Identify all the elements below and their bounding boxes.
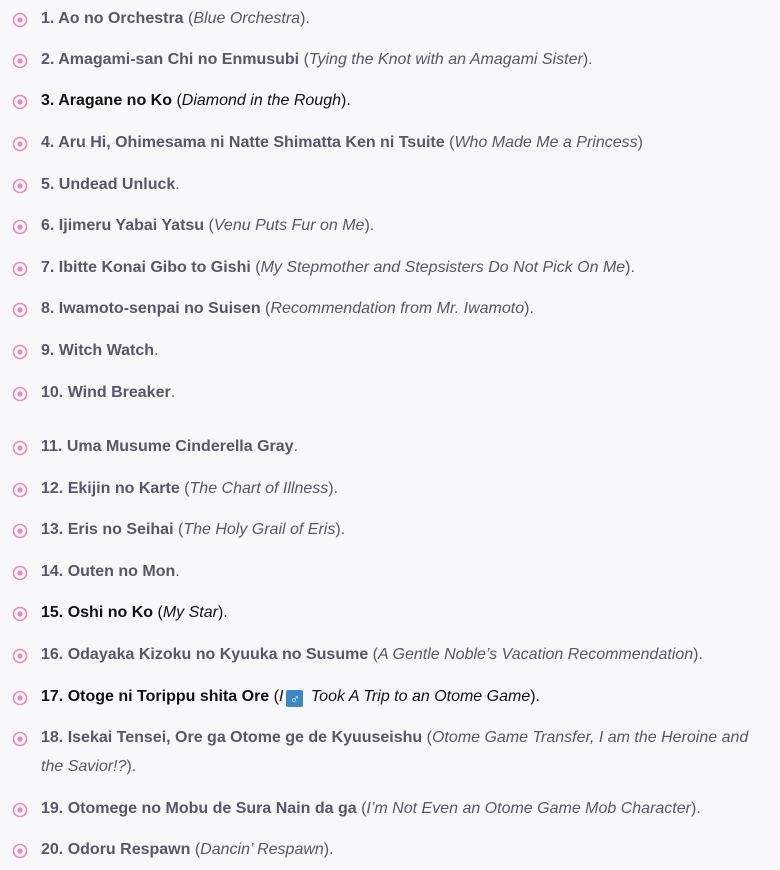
radio-bullet-icon [12, 344, 28, 360]
item-title: 20. Odoru Respawn [41, 841, 191, 858]
item-subtitle: Otome Game Transfer, I am the Heroine and the Savior!? [41, 729, 749, 775]
radio-bullet-icon [12, 94, 28, 110]
radio-bullet-icon [12, 261, 28, 277]
radio-bullet-icon [12, 606, 28, 622]
item-subtitle: The Holy Grail of Eris [183, 521, 336, 538]
item-text: 7. Ibitte Konai Gibo to Gishi (My Stepmother and Stepsisters Do Not Pick On Me). [41, 259, 635, 276]
item-subtitle: My Star [162, 604, 218, 621]
item-text: 6. Ijimeru Yabai Yatsu (Venu Puts Fur on Me). [41, 217, 375, 234]
item-title: 16. Odayaka Kizoku no Kyuuka no Susume [41, 646, 369, 663]
item-text: 16. Odayaka Kizoku no Kyuuka no Susume (A Gentle Noble’s Vacation Recommendation). [41, 646, 703, 663]
item-text: 10. Wind Breaker. [41, 384, 176, 401]
item-title: 19. Otomege no Mobu de Sura Nain da ga [41, 800, 357, 817]
radio-bullet-icon [12, 802, 28, 818]
radio-bullet-icon [12, 219, 28, 235]
radio-bullet-icon [12, 12, 28, 28]
item-title: 15. Oshi no Ko [41, 604, 154, 621]
item-subtitle: Recommendation from Mr. Iwamoto [270, 300, 525, 317]
item-title: 6. Ijimeru Yabai Yatsu [41, 217, 205, 234]
item-text: 14. Outen no Mon. [41, 563, 180, 580]
item-text: 15. Oshi no Ko (My Star). [41, 604, 228, 621]
item-title: 11. Uma Musume Cinderella Gray [41, 438, 294, 455]
radio-bullet-icon [12, 302, 28, 318]
item-text: 13. Eris no Seihai (The Holy Grail of Eris). [41, 521, 346, 538]
item-title: 18. Isekai Tensei, Ore ga Otome ge de Kyuuseishu [41, 729, 423, 746]
item-text: 9. Witch Watch. [41, 342, 159, 359]
radio-bullet-icon [12, 731, 28, 747]
male-sign-emoji-icon: ♂ [286, 690, 303, 707]
radio-bullet-icon [12, 386, 28, 402]
radio-bullet-icon [12, 482, 28, 498]
item-text: 19. Otomege no Mobu de Sura Nain da ga (I’m Not Even an Otome Game Mob Character). [41, 800, 701, 817]
item-title: 5. Undead Unluck [41, 176, 176, 193]
item-subtitle: My Stepmother and Stepsisters Do Not Pick On Me [260, 259, 626, 276]
item-title: 13. Eris no Seihai [41, 521, 174, 538]
item-text: 18. Isekai Tensei, Ore ga Otome ge de Kyuuseishu (Otome Game Transfer, I am the Heroine and the Savior!?). [41, 729, 749, 775]
radio-bullet-icon [12, 843, 28, 859]
radio-bullet-icon [12, 523, 28, 539]
radio-bullet-icon [12, 565, 28, 581]
item-subtitle: Who Made Me a Princess [454, 134, 638, 151]
item-text: 17. Otoge ni Torippu shita Ore (I ♂ Took A Trip to an Otome Game). [41, 688, 540, 706]
item-text: 2. Amagami-san Chi no Enmusubi (Tying the Knot with an Amagami Sister). [41, 51, 593, 68]
item-title: 14. Outen no Mon [41, 563, 176, 580]
item-subtitle: Tying the Knot with an Amagami Sister [308, 51, 583, 68]
item-title: 4. Aru Hi, Ohimesama ni Natte Shimatta Ken ni Tsuite [41, 134, 445, 151]
radio-bullet-icon [12, 648, 28, 664]
item-title: 8. Iwamoto-senpai no Suisen [41, 300, 261, 317]
item-text: 12. Ekijin no Karte (The Chart of Illness). [41, 480, 339, 497]
item-subtitle: A Gentle Noble’s Vacation Recommendation [378, 646, 694, 663]
item-text: 3. Aragane no Ko (Diamond in the Rough). [41, 92, 351, 109]
item-title: 7. Ibitte Konai Gibo to Gishi [41, 259, 251, 276]
item-text: 4. Aru Hi, Ohimesama ni Natte Shimatta Ken ni Tsuite (Who Made Me a Princess) [41, 134, 643, 151]
item-subtitle: Blue Orchestra [193, 10, 301, 27]
item-subtitle: Diamond in the Rough [181, 92, 341, 109]
radio-bullet-icon [12, 178, 28, 194]
item-title: 3. Aragane no Ko [41, 92, 172, 109]
item-title: 12. Ekijin no Karte [41, 480, 180, 497]
item-title: 17. Otoge ni Torippu shita Ore [41, 688, 270, 705]
radio-bullet-icon [12, 440, 28, 456]
item-title: 10. Wind Breaker [41, 384, 171, 401]
item-text: 8. Iwamoto-senpai no Suisen (Recommendation from Mr. Iwamoto). [41, 300, 534, 317]
item-title: 9. Witch Watch [41, 342, 155, 359]
item-text: 1. Ao no Orchestra (Blue Orchestra). [41, 10, 310, 27]
item-subtitle: Venu Puts Fur on Me [213, 217, 365, 234]
item-title: 2. Amagami-san Chi no Enmusubi [41, 51, 300, 68]
item-text: 5. Undead Unluck. [41, 176, 180, 193]
item-subtitle: I ♂ Took A Trip to an Otome Game [278, 688, 531, 706]
item-subtitle: I’m Not Even an Otome Game Mob Character [366, 800, 691, 817]
radio-bullet-icon [12, 136, 28, 152]
item-text: 11. Uma Musume Cinderella Gray. [41, 438, 299, 455]
radio-bullet-icon [12, 53, 28, 69]
item-subtitle: The Chart of Illness [189, 480, 329, 497]
item-title: 1. Ao no Orchestra [41, 10, 184, 27]
item-subtitle: Dancin’ Respawn [200, 841, 324, 858]
radio-bullet-icon [12, 690, 28, 706]
item-text: 20. Odoru Respawn (Dancin’ Respawn). [41, 841, 334, 858]
